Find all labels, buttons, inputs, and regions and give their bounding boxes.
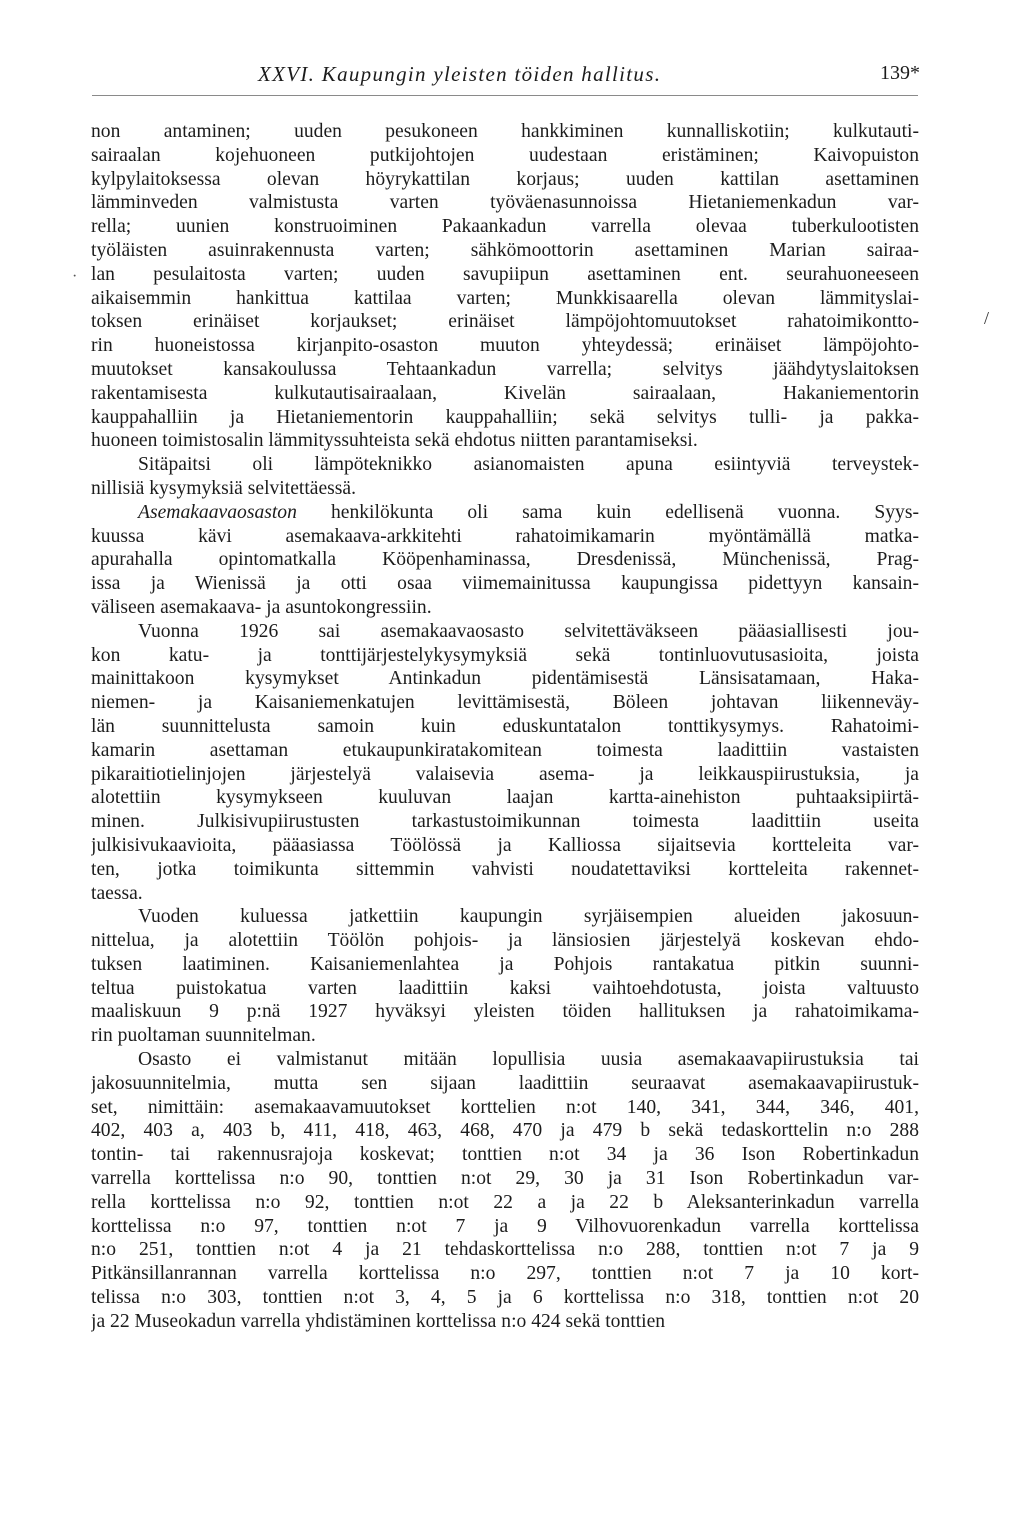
text-line: n:o 251, tonttien n:ot 4 ja 21 tehdaskorttelissa n:o 288, tonttien n:ot 7 ja 9: [91, 1239, 919, 1261]
text-line: set, nimittäin: asemakaavamuutokset korttelien n:ot 140, 341, 344, 346, 401,: [91, 1096, 919, 1118]
paragraph: [91, 905, 919, 1048]
text-line: rakentamisesta kulkutautisairaalaan, Kivelän sairaalaan, Hakaniementorin: [91, 382, 919, 404]
page-number: 139*: [880, 62, 920, 84]
text-line: ja 22 Museokadun varrella yhdistäminen korttelissa n:o 424 sekä tonttien: [91, 1310, 666, 1332]
text-line: non antaminen; uuden pesukoneen hankkiminen kunnalliskotiin; kulkutauti-: [91, 121, 919, 142]
running-header: [90, 62, 920, 92]
text-line: varrella korttelissa n:o 90, tonttien n:ot 29, 30 ja 31 Ison Robertinkadun var-: [91, 1168, 919, 1190]
text-line: 402, 403 a, 403 b, 411, 418, 463, 468, 470 ja 479 b sekä tedaskorttelin n:o 288: [91, 1120, 919, 1142]
text-line: kamarin asettaman etukaupunkiratakomitean toimesta laadittiin vastaisten: [91, 739, 919, 761]
running-header-title: XXVI. Kaupungin yleisten töiden hallitus.: [258, 62, 662, 86]
text-line: julkisivukaavioita, pääasiassa Töölössä ja Kalliossa sijaitsevia kortteleita var-: [91, 834, 919, 856]
text-line: aikaisemmin hankittua kattilaa varten; Munkkisaarella olevan lämmityslai-: [91, 287, 919, 309]
text-line: kylpylaitoksessa olevan höyrykattilan korjaus; uuden kattilan asettaminen: [91, 168, 919, 190]
text-line: kuussa kävi asemakaava-arkkitehti rahatoimikamarin myöntämällä matka-: [91, 525, 919, 547]
text-line: län suunnittelusta samoin kuin eduskuntatalon tonttikysymys. Rahatoimi-: [91, 715, 919, 737]
text-line: Sitäpaitsi oli lämpöteknikko asianomaisten apuna esiintyviä terveystek-: [138, 454, 919, 476]
text-line: huoneen toimistosalin lämmityssuhteista sekä ehdotus niitten parantamiseksi.: [91, 430, 698, 452]
stray-print-mark: ·: [72, 268, 78, 285]
text-line: sairaalan kojehuoneen putkijohtojen uudestaan eristäminen; Kaivopuiston: [91, 144, 919, 166]
text-line: kon katu- ja tonttijärjestelykysymyksiä sekä tontinluovutusasioita, joista: [91, 644, 919, 666]
text-line: minen. Julkisivupiirustusten tarkastustoimikunnan toimesta laadittiin useita: [91, 811, 919, 833]
text-line: issa ja Wienissä ja otti osaa viimemainitussa kaupungissa pidettyyn kansain-: [91, 573, 919, 595]
text-line: nillisiä kysymyksiä selvitettäessä.: [91, 477, 357, 499]
text-line: ten, jotka toimikunta sittemmin vahvisti noudatettaviksi kortteleita rakennet-: [91, 858, 919, 880]
margin-mark: /: [984, 308, 990, 328]
paragraph: [91, 453, 919, 501]
text-line: rella; uunien konstruoiminen Pakaankadun varrella olevaa tuberkulootisten: [91, 216, 919, 238]
text-line: maaliskuun 9 p:nä 1927 hyväksyi yleisten töiden hallituksen ja rahatoimikama-: [91, 1001, 919, 1023]
text-line: alotettiin kysymykseen kuuluvan laajan kartta-ainehiston puhtaaksipiirtä-: [91, 787, 919, 809]
italic-lead: Asemakaavaosaston: [138, 501, 297, 523]
text-line: teltua puistokatua varten laadittiin kaksi vaihtoehdotusta, joista valtuusto: [91, 977, 919, 999]
paragraph: [91, 120, 919, 453]
text-line: jakosuunnitelmia, mutta sen sijaan laadittiin seuraavat asemakaavapiirustuk-: [91, 1072, 919, 1094]
text-line: [91, 501, 919, 525]
text-line: taessa.: [91, 882, 143, 904]
paragraph: [91, 1048, 919, 1334]
header-rule: [92, 95, 918, 96]
body-text: [91, 120, 919, 1334]
text-line: korttelissa n:o 97, tonttien n:ot 7 ja 9 Vilhovuorenkadun varrella korttelissa: [91, 1215, 919, 1237]
text-line: muutokset kansakoulussa Tehtaankadun varrella; selvitys jäähdytyslaitoksen: [91, 358, 919, 380]
text-line: tuksen laatiminen. Kaisaniemenlahtea ja Pohjois rantakatua pitkin suunni-: [91, 953, 919, 975]
line-text: henkilökunta oli sama kuin edellisenä vuonna. Syys-: [296, 501, 919, 523]
text-line: Vuoden kuluessa jatkettiin kaupungin syrjäisempien alueiden jakosuun-: [138, 906, 919, 928]
text-line: nittelua, ja alotettiin Töölön pohjois- ja länsiosien järjestelyä koskevan ehdo-: [91, 930, 919, 952]
text-line: toksen erinäiset korjaukset; erinäiset lämpöjohtomuutokset rahatoimikontto-: [91, 311, 919, 333]
text-line: tontin- tai rakennusrajoja koskevat; tonttien n:ot 34 ja 36 Ison Robertinkadun: [91, 1144, 919, 1166]
paragraph: [91, 501, 919, 620]
text-line: pikaraitiotielinjojen järjestelyä valaisevia asema- ja leikkauspiirustuksia, ja: [91, 763, 919, 785]
text-line: rin huoneistossa kirjanpito-osaston muuton yhteydessä; erinäiset lämpöjohto-: [91, 335, 919, 357]
text-line: työläisten asuinrakennusta varten; sähkömoottorin asettaminen Marian sairaa-: [91, 239, 919, 261]
text-line: telissa n:o 303, tonttien n:ot 3, 4, 5 ja 6 korttelissa n:o 318, tonttien n:ot 20: [91, 1287, 919, 1309]
text-line: rella korttelissa n:o 92, tonttien n:ot 22 a ja 22 b Aleksanterinkadun varrella: [91, 1191, 919, 1213]
text-line: mainittakoon kysymykset Antinkadun pidentämisestä Länsisatamaan, Haka-: [91, 668, 919, 690]
text-line: väliseen asemakaava- ja asuntokongressiin.: [91, 596, 432, 618]
text-line: lan pesulaitosta varten; uuden savupiipun asettaminen ent. seurahuoneeseen: [91, 263, 919, 285]
text-line: lämminveden valmistusta varten työväenasunnoissa Hietaniemenkadun var-: [91, 192, 919, 214]
paragraph: [91, 620, 919, 906]
text-line: niemen- ja Kaisaniemenkatujen levittämisestä, Böleen johtavan liikenneväy-: [91, 692, 919, 714]
text-line: kauppahalliin ja Hietaniementorin kauppahalliin; sekä selvitys tulli- ja pakka-: [91, 406, 919, 428]
text-line: Osasto ei valmistanut mitään lopullisia uusia asemakaavapiirustuksia tai: [138, 1049, 919, 1071]
text-line: Vuonna 1926 sai asemakaavaosasto selvitettäväkseen pääasiallisesti jou-: [138, 620, 919, 642]
text-line: Pitkänsillanrannan varrella korttelissa n:o 297, tonttien n:ot 7 ja 10 kort-: [91, 1263, 919, 1285]
text-line: rin puoltaman suunnitelman.: [91, 1025, 316, 1047]
text-line: apurahalla opintomatkalla Kööpenhaminassa, Dresdenissä, Münchenissä, Prag-: [91, 549, 919, 571]
